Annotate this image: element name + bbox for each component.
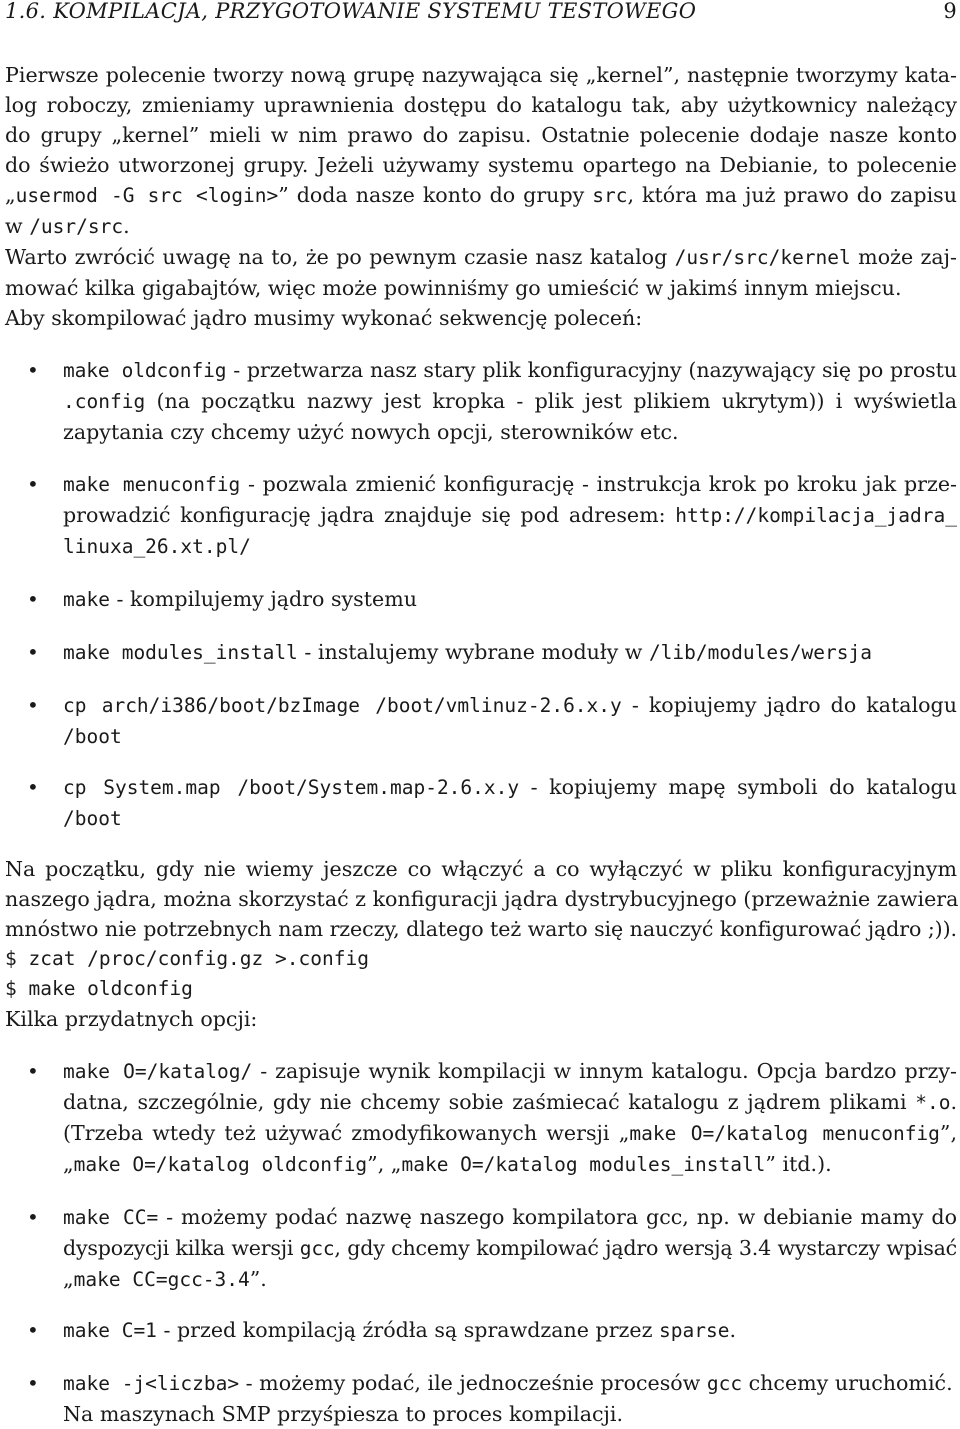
bullet-icon: • <box>27 640 39 664</box>
text-line <box>63 1202 957 1233</box>
code-command: make oldconfig <box>63 359 227 382</box>
text-line: Aby skompilować jądro musimy wykonać sekwencję poleceń: <box>5 306 643 330</box>
code-usr-src: /usr/src <box>29 215 124 238</box>
text-fragment: - kopiujemy jądro do katalogu <box>621 693 958 717</box>
bullet-icon: • <box>27 1371 39 1395</box>
list-item <box>5 1056 957 1180</box>
text-line <box>63 1264 957 1295</box>
code-usermod: usermod -G src <login> <box>15 184 279 207</box>
code-usr-src-kernel: /usr/src/kernel <box>674 246 851 269</box>
text-fragment: ” doda nasze konto do grupy <box>278 183 593 207</box>
text-fragment: Warto zwrócić uwagę na to, że po pewnym czasie nasz katalog <box>5 245 675 269</box>
text-line: log roboczy, zmieniamy uprawnienia dostępu do katalogu tak, aby użytkownicy należący <box>5 93 957 117</box>
code-command: make CC=gcc-3.4 <box>73 1268 250 1291</box>
text-line: Na początku, gdy nie wiemy jeszcze co włączyć a co wyłączyć w pliku konfiguracyjnym <box>5 857 957 881</box>
text-fragment: dyspozycji kilka wersji <box>63 1236 300 1260</box>
list-item <box>5 637 957 668</box>
compile-steps-list <box>5 355 957 834</box>
url-link[interactable]: linuxa_26.xt.pl/ <box>63 535 251 558</box>
text-fragment: . <box>950 1090 957 1114</box>
quote-open: „ <box>5 183 16 207</box>
text-line <box>63 1233 957 1264</box>
text-line <box>63 690 957 721</box>
page-number: 9 <box>943 0 957 23</box>
section-title: 1.6. KOMPILACJA, PRZYGOTOWANIE SYSTEMU TESTOWEGO <box>5 0 697 23</box>
text-line <box>63 772 957 803</box>
document-page <box>5 0 957 1429</box>
text-fragment: - pozwala zmienić konfigurację - instrukcja krok po kroku jak prze- <box>240 472 957 496</box>
text-fragment: - przetwarza nasz stary plik konfiguracyjny (nazywający się po prostu <box>226 358 957 382</box>
text-line <box>63 355 957 386</box>
code-path: /boot <box>63 807 122 830</box>
list-item <box>5 690 957 752</box>
text-line: do grupy „kernel” mieli w nim prawo do zapisu. Ostatnie polecenie dodaje nasze konto <box>5 123 957 147</box>
code-command: make menuconfig <box>63 473 241 496</box>
text-line <box>63 386 957 417</box>
code-command: make O=/katalog oldconfig <box>73 1153 368 1176</box>
url-link[interactable]: http://kompilacja_jadra_ <box>675 504 957 527</box>
code-command: make C=1 <box>63 1319 157 1342</box>
code-command: make O=/katalog/ <box>63 1060 253 1083</box>
code-config: .config <box>63 390 146 413</box>
text-line <box>5 242 957 273</box>
text-line <box>63 1315 957 1346</box>
text-line <box>63 803 957 834</box>
text-line <box>63 531 957 562</box>
code-sparse: sparse <box>659 1319 730 1342</box>
text-fragment: - możemy podać, ile jednocześnie procesów <box>239 1371 707 1395</box>
code-command: make O=/katalog menuconfig <box>629 1122 940 1145</box>
code-command: make CC= <box>63 1206 159 1229</box>
text-fragment: „ <box>63 1152 74 1176</box>
text-fragment: ”, <box>939 1121 957 1145</box>
list-item <box>5 355 957 447</box>
text-fragment: chcemy uruchomić. <box>742 1371 953 1395</box>
text-fragment: prowadzić konfigurację jądra znajduje się pod adresem: <box>63 503 676 527</box>
text-line <box>63 1368 957 1399</box>
bullet-icon: • <box>27 1205 39 1229</box>
text-fragment: ”, „ <box>367 1152 402 1176</box>
code-command: cp arch/i386/boot/bzImage /boot/vmlinuz-2.6.x.y <box>63 694 622 717</box>
running-header <box>5 0 957 22</box>
text-fragment: - zapisuje wynik kompilacji w innym katalogu. Opcja bardzo przy- <box>252 1059 957 1083</box>
text-fragment: , która ma już prawo do zapisu <box>627 183 958 207</box>
bullet-icon: • <box>27 693 39 717</box>
list-item <box>5 1202 957 1295</box>
bullet-icon: • <box>27 775 39 799</box>
text-fragment: - kopiujemy mapę symboli do katalogu <box>519 775 957 799</box>
paragraph-kernel-dir <box>5 242 957 333</box>
text-line: mnóstwo nie potrzebnych nam rzeczy, dlatego też warto się nauczyć konfigurować jądro ;)). <box>5 917 957 941</box>
text-line <box>63 1056 957 1087</box>
text-line: do świeżo utworzonej grupy. Jeżeli używamy systemu opartego na Debianie, to polecenie <box>5 153 957 177</box>
list-item <box>5 1315 957 1346</box>
code-command: make modules_install <box>63 641 298 664</box>
bullet-icon: • <box>27 1059 39 1083</box>
text-fragment: - przed kompilacją źródła są sprawdzane przez <box>156 1318 659 1342</box>
code-src: src <box>592 184 628 207</box>
code-command: cp System.map /boot/System.map-2.6.x.y <box>63 776 520 799</box>
text-line: mować kilka gigabajtów, więc może powinniśmy go umieścić w jakimś innym miejscu. <box>5 276 902 300</box>
text-fragment: ”. <box>249 1267 267 1291</box>
text-line: zapytania czy chcemy użyć nowych opcji, sterowników etc. <box>63 420 679 444</box>
text-fragment: . <box>729 1318 736 1342</box>
text-fragment: . <box>123 214 130 238</box>
text-line <box>63 500 957 531</box>
code-gcc: gcc <box>299 1237 335 1260</box>
bullet-icon: • <box>27 1318 39 1342</box>
text-fragment: ” itd.). <box>765 1152 832 1176</box>
bullet-icon: • <box>27 472 39 496</box>
text-fragment: - instalujemy wybrane moduły w <box>297 640 649 664</box>
paragraph-group-kernel <box>5 60 957 242</box>
text-fragment: (na początku nazwy jest kropka - plik jest plikiem ukrytym)) i wyświetla <box>145 389 957 413</box>
text-fragment: „ <box>63 1267 74 1291</box>
list-item <box>5 584 957 615</box>
shell-command: $ zcat /proc/config.gz >.config <box>5 947 369 970</box>
text-line <box>63 637 957 668</box>
code-path: /lib/modules/wersja <box>648 641 872 664</box>
text-fragment: - możemy podać nazwę naszego kompilatora gcc, np. w debianie mamy do <box>158 1205 957 1229</box>
text-line: Na maszynach SMP przyśpiesza to proces kompilacji. <box>63 1402 624 1426</box>
code-command: make O=/katalog modules_install <box>401 1153 766 1176</box>
text-fragment: może zaj- <box>850 245 958 269</box>
text-fragment: - kompilujemy jądro systemu <box>109 587 417 611</box>
list-item <box>5 469 957 562</box>
code-glob: *.o <box>915 1091 951 1114</box>
text-fragment: (Trzeba wtedy też używać zmodyfikowanych wersji „ <box>63 1121 630 1145</box>
text-line: naszego jądra, można skorzystać z konfiguracji jądra dystrybucyjnego (przeważnie zawiera <box>5 887 959 911</box>
list-item <box>5 772 957 834</box>
text-fragment: datna, szczególnie, gdy nie chcemy sobie zaśmiecać katalogu z jądrem plikami <box>63 1090 916 1114</box>
text-fragment: , gdy chcemy kompilować jądro wersją 3.4 wystarczy wpisać <box>334 1236 958 1260</box>
text-line <box>63 721 957 752</box>
text-line: Kilka przydatnych opcji: <box>5 1007 258 1031</box>
paragraph-distro-config <box>5 854 957 1034</box>
options-list <box>5 1056 957 1429</box>
text-fragment: w <box>5 214 30 238</box>
text-line <box>63 1087 957 1118</box>
code-command: make -j<liczba> <box>63 1372 240 1395</box>
code-command: make <box>63 588 110 611</box>
text-line <box>63 1118 957 1149</box>
bullet-icon: • <box>27 587 39 611</box>
bullet-icon: • <box>27 358 39 382</box>
text-line: Pierwsze polecenie tworzy nową grupę nazywająca się „kernel”, następnie tworzymy kata- <box>5 63 957 87</box>
text-line <box>63 584 957 615</box>
text-line <box>63 469 957 500</box>
code-path: /boot <box>63 725 122 748</box>
code-gcc: gcc <box>706 1372 743 1395</box>
shell-command: $ make oldconfig <box>5 977 193 1000</box>
text-line <box>63 1149 957 1180</box>
list-item <box>5 1368 957 1429</box>
text-line <box>5 180 957 211</box>
text-line <box>5 211 957 242</box>
